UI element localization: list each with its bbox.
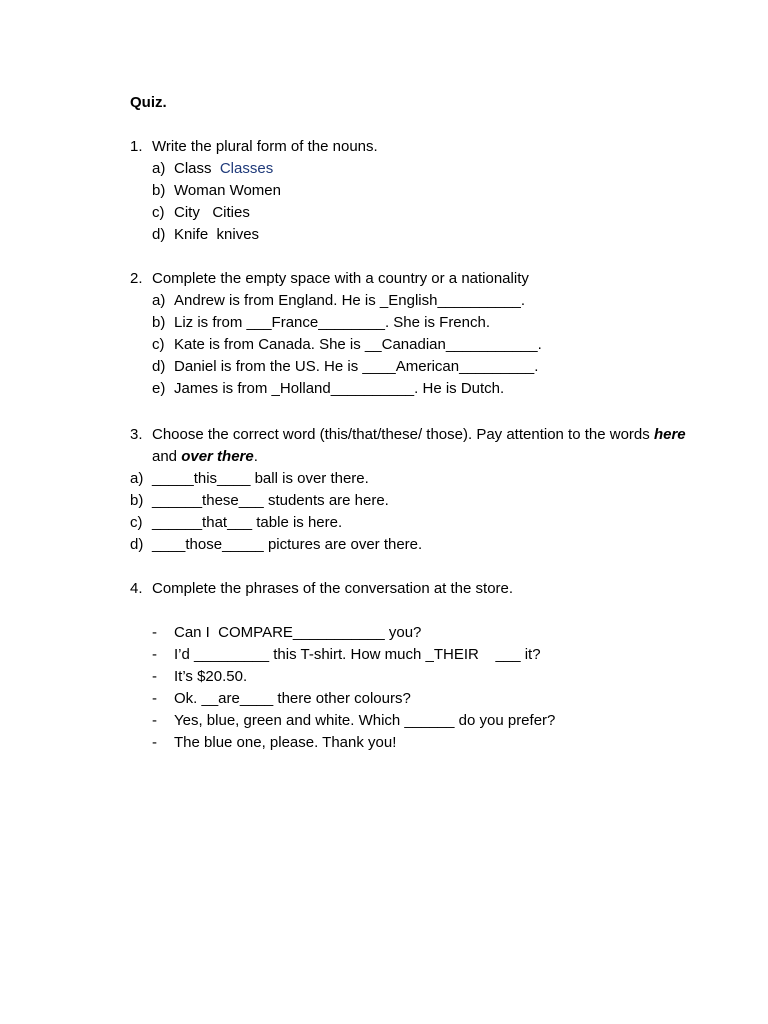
question-number: 3. (130, 426, 143, 443)
item-text: James is from _Holland__________. He is Dutch. (174, 380, 505, 397)
item-letter: b) (130, 492, 144, 509)
list-item (130, 468, 690, 490)
item-letter: d) (152, 358, 166, 375)
item-letter: b) (152, 314, 166, 331)
quiz-title: Quiz. (130, 94, 167, 111)
question-text: Write the plural form of the nouns. (152, 138, 378, 155)
dialogue-text: The blue one, please. Thank you! (174, 734, 397, 751)
list-item (130, 356, 690, 378)
list-item (130, 334, 690, 356)
question-text-part: Choose the correct word (this/that/these/ those). Pay attention to the words (152, 426, 654, 443)
item-letter: b) (152, 182, 166, 199)
item-letter: d) (152, 226, 166, 243)
dialogue-line (130, 688, 690, 710)
list-item (130, 158, 690, 180)
item-letter: d) (130, 536, 144, 553)
list-item (130, 180, 690, 202)
question-4 (130, 578, 690, 754)
bullet-dash: - (152, 712, 157, 729)
question-number: 1. (130, 138, 143, 155)
question-number: 4. (130, 580, 143, 597)
question-2 (130, 268, 690, 400)
dialogue-text: It’s $20.50. (174, 668, 248, 685)
item-text: _____this____ ball is over there. (152, 470, 369, 487)
item-text: ______that___ table is here. (152, 514, 343, 531)
dialogue-line (130, 732, 690, 754)
item-text: Knife knives (174, 226, 260, 243)
bullet-dash: - (152, 734, 157, 751)
item-letter: a) (152, 160, 166, 177)
item-letter: c) (152, 204, 165, 221)
item-letter: a) (152, 292, 166, 309)
dialogue-text: Ok. __are____ there other colours? (174, 690, 411, 707)
question-text-part: and (152, 448, 182, 465)
question-text: Complete the phrases of the conversation at the store. (152, 580, 514, 597)
dialogue-line (130, 666, 690, 688)
list-item (130, 490, 690, 512)
question-text: Complete the empty space with a country or a nationality (152, 270, 529, 287)
item-text: Andrew is from England. He is _English__________. (174, 292, 526, 309)
bullet-dash: - (152, 668, 157, 685)
item-text: Daniel is from the US. He is ____American_________. (174, 358, 539, 375)
item-text: Class (174, 160, 220, 177)
list-item (130, 512, 690, 534)
dialogue-text: I’d _________ this T-shirt. How much _THEIR ___ it? (174, 646, 541, 663)
item-answer: Classes (219, 160, 274, 177)
question-1 (130, 136, 690, 246)
question-3 (130, 424, 690, 556)
item-text: Woman Women (174, 182, 281, 199)
emphasis-over-there: over there (181, 448, 254, 465)
list-item (130, 202, 690, 224)
dialogue-line (130, 622, 690, 644)
list-item (130, 312, 690, 334)
item-letter: c) (152, 336, 165, 353)
question-number: 2. (130, 270, 143, 287)
item-letter: e) (152, 380, 166, 397)
item-text: ____those_____ pictures are over there. (152, 536, 423, 553)
item-letter: c) (130, 514, 143, 531)
item-letter: a) (130, 470, 144, 487)
question-text-part: . (253, 448, 258, 465)
dialogue-text: Yes, blue, green and white. Which ______ do you prefer? (174, 712, 556, 729)
bullet-dash: - (152, 690, 157, 707)
bullet-dash: - (152, 624, 157, 641)
item-text: ______these___ students are here. (152, 492, 389, 509)
emphasis-here: here (653, 426, 686, 443)
question-text (152, 424, 690, 468)
item-text: City Cities (174, 204, 250, 221)
dialogue-text: Can I COMPARE___________ you? (174, 624, 422, 641)
list-item (130, 378, 690, 400)
dialogue-line (130, 710, 690, 732)
item-text: Liz is from ___France________. She is French. (174, 314, 491, 331)
list-item (130, 534, 690, 556)
dialogue-line (130, 644, 690, 666)
bullet-dash: - (152, 646, 157, 663)
item-text: Kate is from Canada. She is __Canadian___________. (174, 336, 542, 353)
list-item (130, 290, 690, 312)
list-item (130, 224, 690, 246)
